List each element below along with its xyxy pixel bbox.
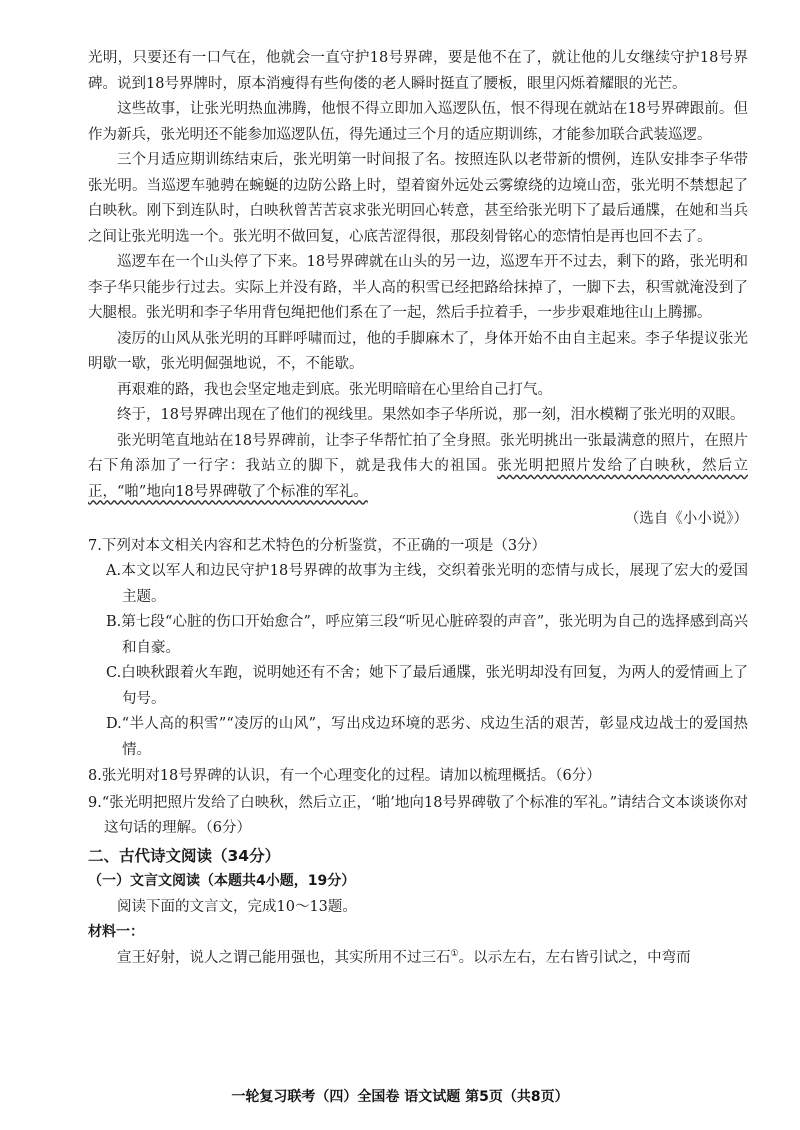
story-paragraph-4: 巡逻车在一个山头停了下来。18号界碑就在山头的另一边，巡逻车开不过去，剩下的路，张光明和李子华只能步行过去。实际上并没有路，半人高的积雪已经把路给抹掉了，一脚下去，积雪就淹没到了大腿根。张光明和李子华用背包绳把他们系在了一起，然后手拉着手，一步步艰难地往山上腾挪。 (88, 254, 748, 321)
story-source: （选自《小小说》） (624, 511, 748, 527)
classical-text (88, 946, 748, 972)
section-2-subtitle: （一）文言文阅读（本题共4小题，19分） (88, 873, 356, 889)
classical-text-part-1: 宣王好射，说人之谓己能用强也，其实所用不过三石 (117, 949, 451, 966)
material-1-label: 材料一： (88, 924, 144, 940)
section-2-title: 二、古代诗文阅读（34分） (88, 846, 281, 865)
story-paragraph-5: 凌厉的山风从张光明的耳畔呼啸而过，他的手脚麻木了，身体开始不由自主起来。李子华提议张光明歇一歇，张光明倔强地说，不，不能歇。 (88, 330, 748, 372)
question-7-option-c: C.白映秋跟着火车跑，说明她还有不舍；她下了最后通牒，张光明却没有回复，为两人的爱情画上了句号。 (106, 665, 748, 707)
story-paragraph-8-text: 张光明笔直地站在18号界碑前，让李子华帮忙拍了全身照。张光明挑出一张最满意的照片，在照片右下角添加了一行字：我站立的脚下，就是我伟大的祖国。 (88, 432, 748, 474)
question-7-option-d: D.“半人高的积雪”“凌厉的山风”，写出戍边环境的恶劣、戍边生活的艰苦，彰显戍边战士的爱国热情。 (106, 716, 748, 758)
story-paragraph-6: 再艰难的路，我也会坚定地走到底。张光明暗暗在心里给自己打气。 (117, 381, 552, 398)
footnote-marker: ① (450, 948, 459, 959)
question-9: 9.“张光明把照片发给了白映秋，然后立正，‘啪’地向18号界碑敬了个标准的军礼。”请结合文本谈谈你对这句话的理解。（6分） (88, 794, 748, 836)
question-7-option-b: B.第七段“心脏的伤口开始愈合”，呼应第三段“听见心脏碎裂的声音”，张光明为自己的选择感到高兴和自豪。 (106, 614, 748, 656)
story-paragraph-7: 终于，18号界碑出现在了他们的视线里。果然如李子华所说，那一刻，泪水模糊了张光明的双眼。 (117, 407, 745, 423)
story-paragraph-8 (88, 429, 748, 506)
story-paragraph-3: 三个月适应期训练结束后，张光明第一时间报了名。按照连队以老带新的惯例，连队安排李子华带张光明。当巡逻车驰骋在蜿蜒的边防公路上时，望着窗外远处云雾缭绕的边境山峦，张光明不禁想起了白映秋。刚下到连队时，白映秋曾苦苦哀求张光明回心转意，甚至给张光明下了最后通牒，在她和当兵之间让张光明选一个。张光明不做回复，心底苦涩得很，那段刻骨铭心的恋情怕是再也回不去了。 (88, 152, 748, 245)
page-footer: 一轮复习联考（四）全国卷 语文试题 第5页（共8页） (231, 1089, 569, 1105)
underlined-key-sentence: 张光明把照片发给了白映秋，然后立正，“啪”地向18号界碑敬了个标准的军礼。 (88, 458, 749, 500)
question-7-options (88, 559, 748, 763)
story-paragraph-1: 光明，只要还有一口气在，他就会一直守护18号界碑，要是他不在了，就让他的儿女继续守护18号界碑。说到18号界牌时，原本消瘦得有些佝偻的老人瞬时挺直了腰板，眼里闪烁着耀眼的光芒。 (88, 50, 748, 92)
question-7-option-a: A.本文以军人和边民守护18号界碑的故事为主线，交织着张光明的恋情与成长，展现了宏大的爱国主题。 (106, 563, 748, 605)
section-2-instruction: 阅读下面的文言文，完成10～13题。 (117, 898, 357, 915)
document-page (88, 46, 748, 971)
question-7: 7.下列对本文相关内容和艺术特色的分析鉴赏，不正确的一项是（3分） (88, 537, 547, 554)
question-8: 8.张光明对18号界碑的认识，有一个心理变化的过程。请加以梳理概括。（6分） (88, 768, 601, 784)
story-paragraph-2: 这些故事，让张光明热血沸腾，他恨不得立即加入巡逻队伍，恨不得现在就站在18号界碑跟前。但作为新兵，张光明还不能参加巡逻队伍，得先通过三个月的适应期训练，才能参加联合武装巡逻。 (88, 101, 748, 143)
classical-text-part-2: 。以示左右，左右皆引试之，中弯而 (458, 949, 691, 966)
